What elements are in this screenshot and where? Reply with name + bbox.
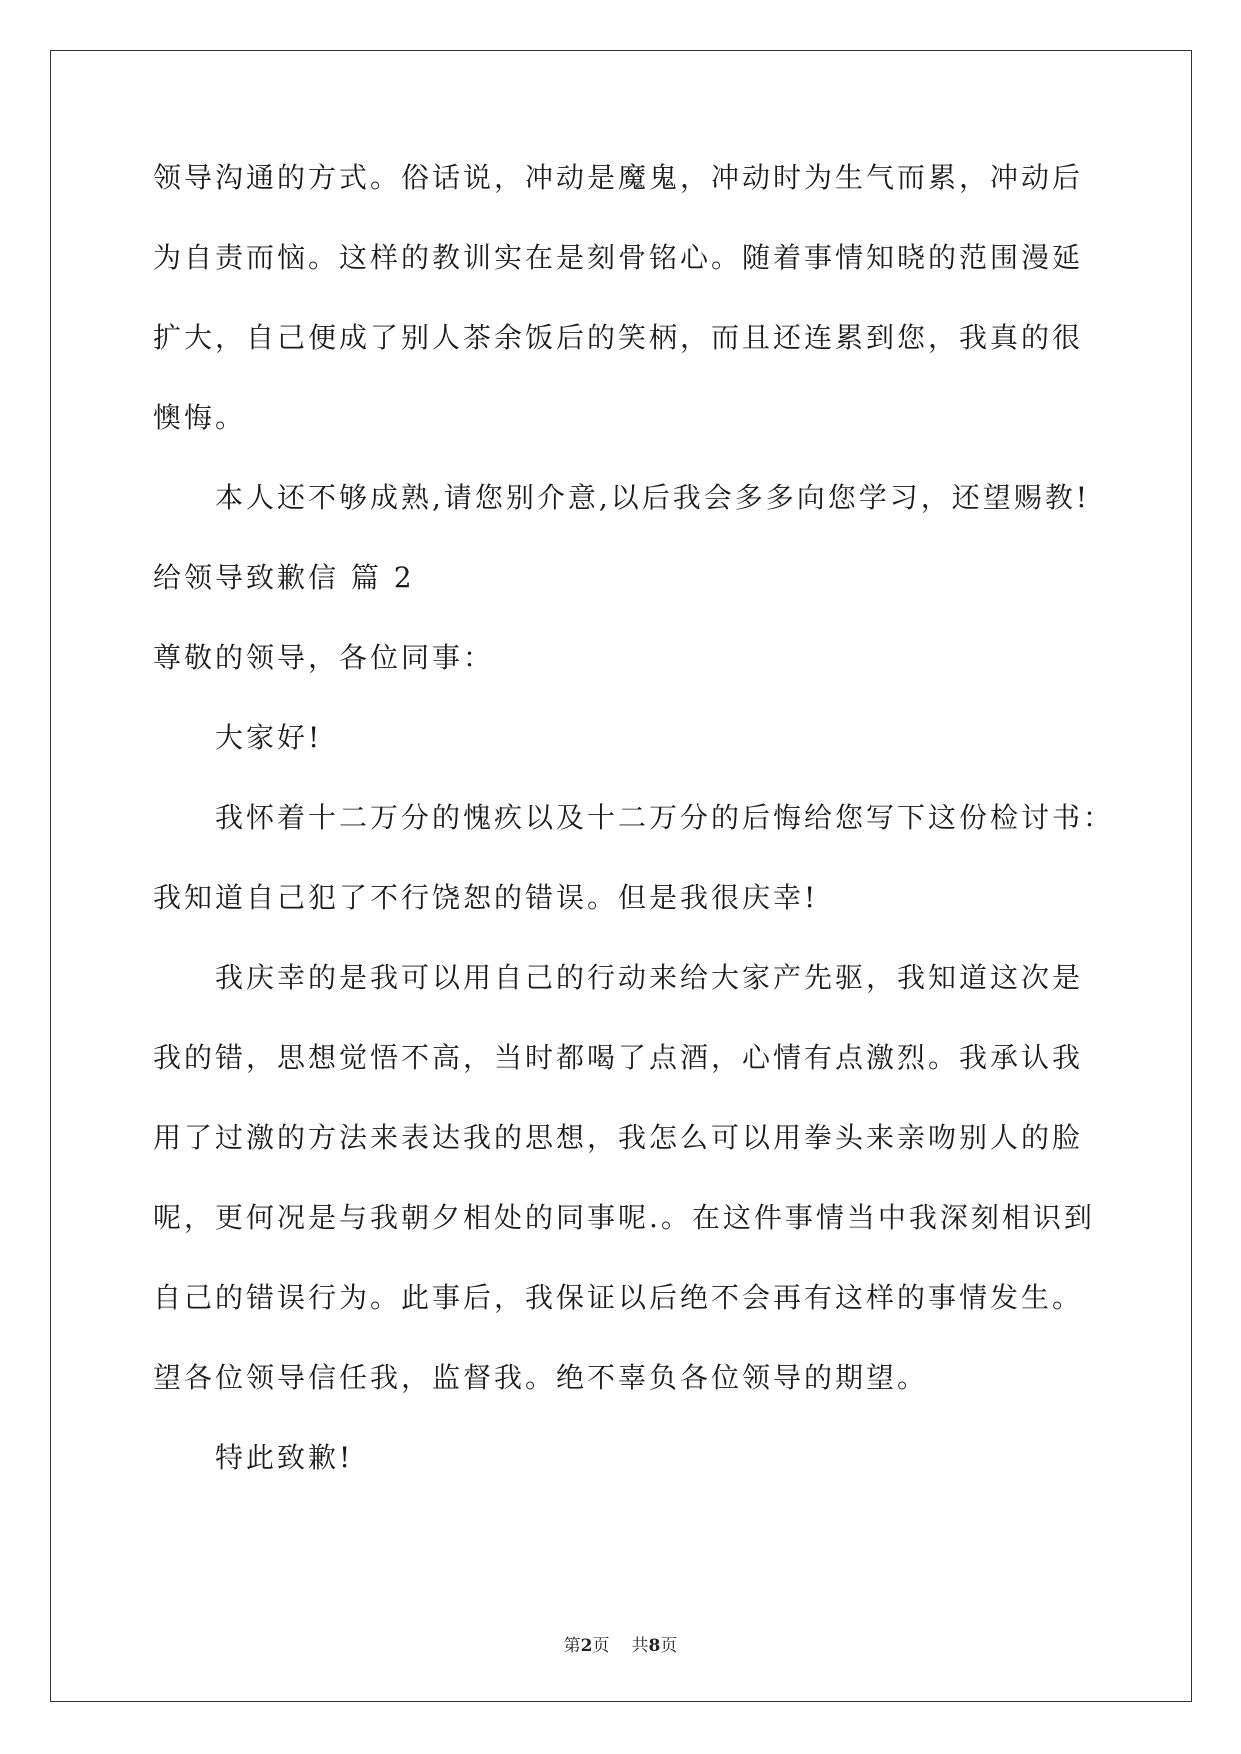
text-line: 为自责而恼。这样的教训实在是刻骨铭心。随着事情知晓的范围漫延 — [153, 241, 1084, 274]
greeting: 大家好! — [215, 721, 323, 754]
closing-line: 特此致歉! — [215, 1441, 354, 1474]
text-line: 我的错，思想觉悟不高，当时都喝了点酒，心情有点激烈。我承认我 — [153, 1041, 1084, 1074]
page-total: 8 — [648, 1636, 661, 1656]
page-prefix: 第 — [563, 1636, 581, 1656]
section-heading: 给领导致歉信 篇 2 — [153, 561, 415, 594]
text-line: 自己的错误行为。此事后，我保证以后绝不会再有这样的事情发生。 — [153, 1281, 1084, 1314]
paragraph-line: 我庆幸的是我可以用自己的行动来给大家产先驱，我知道这次是 — [215, 961, 1084, 994]
text-line: 扩大，自己便成了别人茶余饭后的笑柄，而且还连累到您，我真的很 — [153, 321, 1084, 354]
text-line: 懊悔。 — [153, 401, 247, 434]
text-line: 用了过激的方法来表达我的思想，我怎么可以用拳头来亲吻别人的脸 — [153, 1121, 1084, 1154]
paragraph-line: 本人还不够成熟,请您别介意,以后我会多多向您学习，还望赐教! — [215, 481, 1091, 514]
total-prefix: 共 — [631, 1636, 649, 1656]
text-line: 我知道自己犯了不行饶恕的错误。但是我很庆幸! — [153, 881, 819, 914]
page-suffix: 页 — [592, 1636, 610, 1656]
document-body — [153, 161, 1115, 1523]
page-footer — [0, 1636, 1241, 1656]
text-line: 呢，更何况是与我朝夕相处的同事呢.。在这件事情当中我深刻相识到 — [153, 1201, 1095, 1234]
text-line: 望各位领导信任我，监督我。绝不辜负各位领导的期望。 — [153, 1361, 929, 1394]
total-suffix: 页 — [660, 1636, 678, 1656]
text-line: 领导沟通的方式。俗话说，冲动是魔鬼，冲动时为生气而累，冲动后 — [153, 161, 1084, 194]
salutation: 尊敬的领导，各位同事： — [153, 641, 495, 674]
paragraph-line: 我怀着十二万分的愧疚以及十二万分的后悔给您写下这份检讨书： — [215, 801, 1115, 834]
page-current: 2 — [580, 1636, 593, 1656]
